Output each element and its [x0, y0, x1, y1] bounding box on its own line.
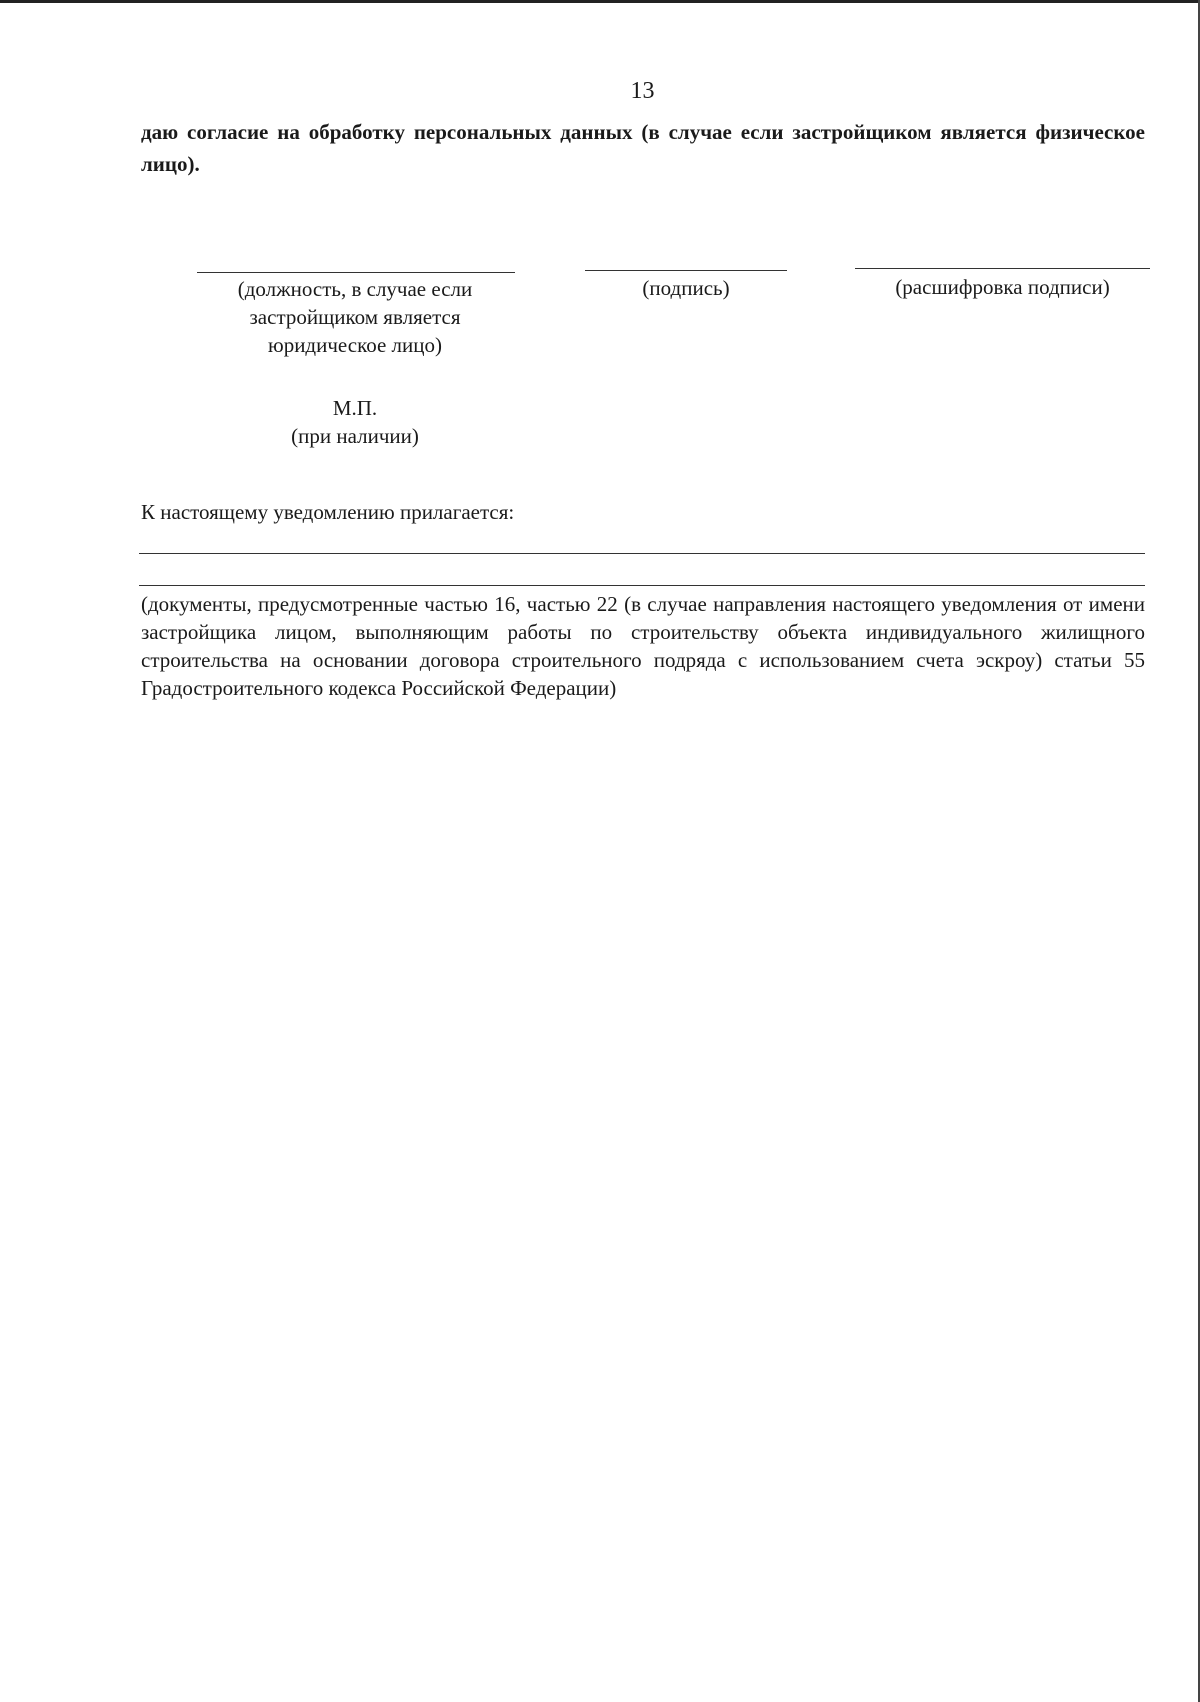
- stamp-placeholder: [255, 394, 455, 450]
- stamp-label: М.П.: [332, 396, 378, 420]
- attachments-label: К настоящему уведомлению прилагается:: [141, 500, 515, 524]
- page-number: 13: [630, 78, 655, 104]
- signature-line: [585, 270, 787, 271]
- signature-caption: (подпись): [642, 276, 730, 300]
- scan-top-edge: [0, 0, 1200, 3]
- attachments-fill-line-2: [139, 585, 1145, 586]
- decoding-signature-line: [855, 268, 1150, 269]
- position-caption: (должность, в случае если застройщиком является юридическое лицо): [237, 277, 473, 357]
- attachments-note: (документы, предусмотренные частью 16, частью 22 (в случае направления настоящего уведомления от имени застройщика лицом, выполняющим работы по строительству объекта индивидуального жилищного строительства на основании договора строительного подряда с использованием счета эскроу) статьи 55 Градостроительного кодекса Российской Федерации): [141, 592, 1145, 700]
- position-signature-line: [197, 272, 515, 273]
- decoding-caption: (расшифровка подписи): [895, 275, 1110, 299]
- stamp-note: (при наличии): [291, 424, 419, 448]
- attachments-fill-line-1: [139, 553, 1145, 554]
- consent-text: даю согласие на обработку персональных данных (в случае если застройщиком является физическое лицо).: [141, 120, 1145, 176]
